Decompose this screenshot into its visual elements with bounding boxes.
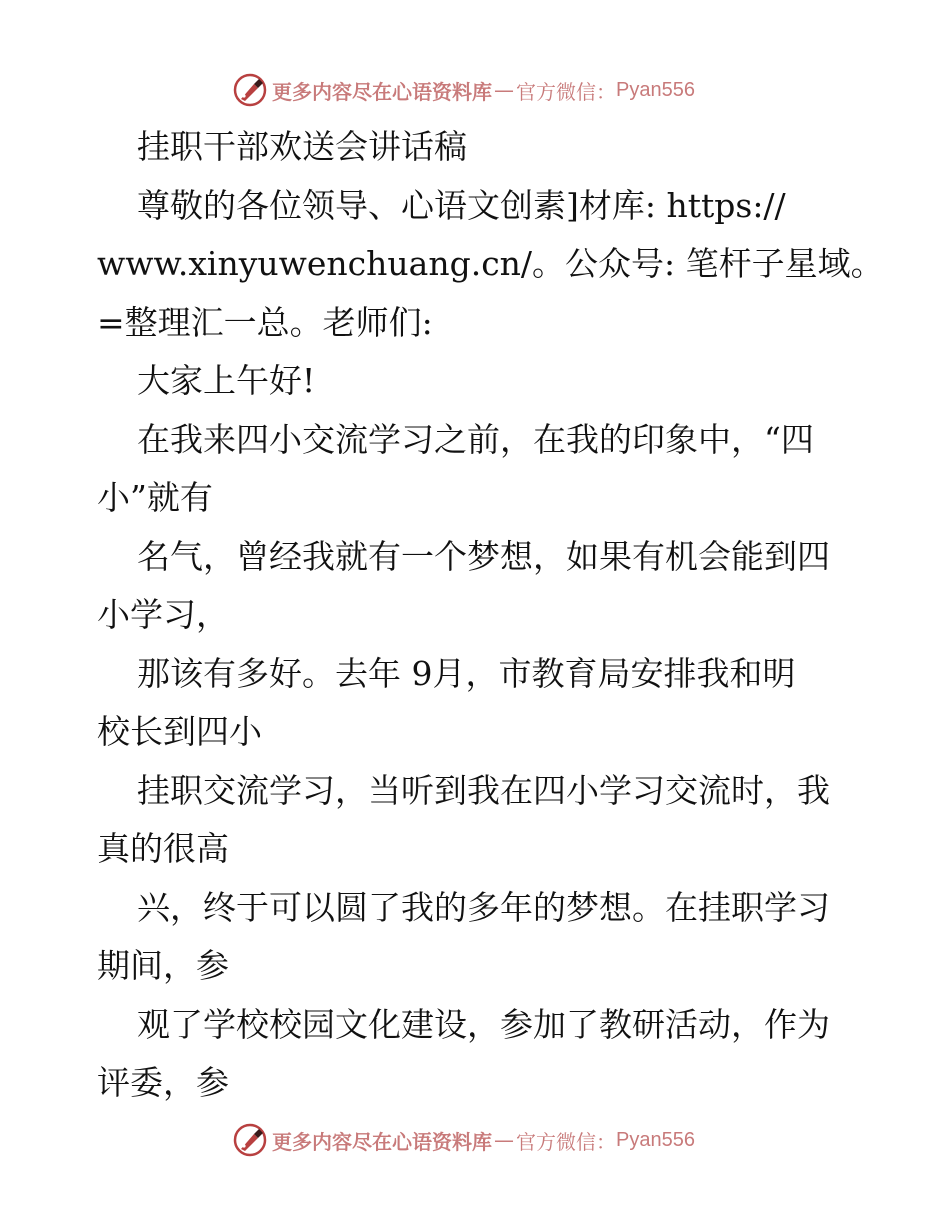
header-banner[interactable] bbox=[232, 70, 752, 110]
banner-wechat-label: 官方微信： bbox=[516, 79, 616, 104]
footer-banner[interactable] bbox=[232, 1120, 752, 1160]
text-line: 名气，曾经我就有一个梦想，如果有机会能到四 bbox=[137, 536, 830, 576]
text-line: 小学习， bbox=[97, 595, 229, 634]
banner-text: 更多内容尽在心语资料库 bbox=[272, 1129, 492, 1154]
document-title: 挂职干部欢送会讲话稿 bbox=[137, 127, 467, 166]
text-line: 校长到四小 bbox=[97, 712, 262, 751]
text-line: 挂职交流学习，当听到我在四小学习交流时，我 bbox=[137, 770, 830, 810]
text-line: 那该有多好。去年 9月，市教育局安排我和明 bbox=[137, 653, 796, 693]
text-line: 在我来四小交流学习之前，在我的印象中，“四 bbox=[137, 419, 814, 459]
text-line: 尊敬的各位领导、心语文创素]材库: https:// bbox=[137, 185, 786, 225]
banner-separator: — bbox=[494, 1128, 514, 1152]
text-line: 大家上午好! bbox=[137, 361, 316, 400]
text-line: 观了学校校园文化建设，参加了教研活动，作为 bbox=[137, 1004, 830, 1044]
text-line: 真的很高 bbox=[97, 829, 229, 868]
document-body bbox=[97, 118, 884, 1113]
pen-nib-logo-icon bbox=[232, 72, 268, 108]
pen-nib-logo-icon bbox=[232, 1122, 268, 1158]
text-line: 评委，参 bbox=[97, 1063, 229, 1102]
banner-wechat-id: Pyan556 bbox=[616, 78, 695, 101]
text-line: www.xinyuwenchuang.cn/。公众号: 笔杆子星域。 bbox=[97, 244, 884, 283]
text-line: 期间，参 bbox=[97, 946, 229, 985]
text-line: 小”就有 bbox=[97, 478, 213, 517]
banner-text: 更多内容尽在心语资料库 bbox=[272, 79, 492, 104]
banner-separator: — bbox=[494, 78, 514, 102]
banner-wechat-label: 官方微信： bbox=[516, 1129, 616, 1154]
banner-wechat-id: Pyan556 bbox=[616, 1128, 695, 1151]
text-line: =整理汇一总。老师们: bbox=[97, 302, 433, 342]
text-line: 兴，终于可以圆了我的多年的梦想。在挂职学习 bbox=[137, 887, 830, 927]
